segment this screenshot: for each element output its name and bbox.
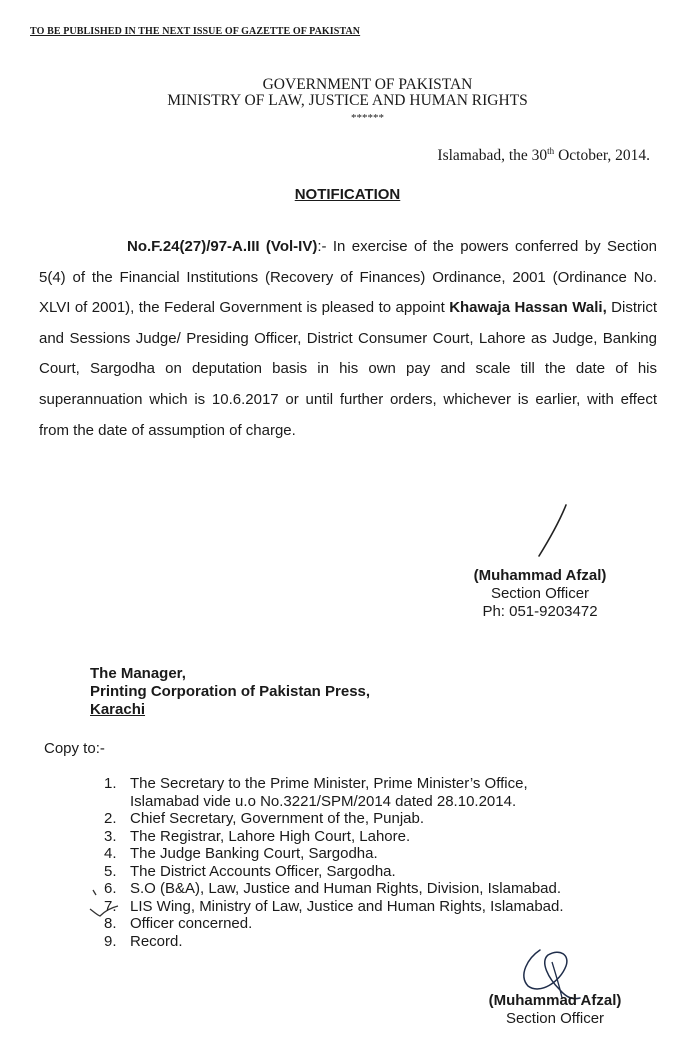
signature-block-1 (455, 567, 625, 621)
ministry-heading: MINISTRY OF LAW, JUSTICE AND HUMAN RIGHTS (167, 92, 528, 109)
copy-item-number: 7. (104, 897, 117, 915)
copy-list-item (104, 828, 664, 846)
copy-item-text (130, 880, 561, 898)
signatory-name: (Muhammad Afzal) (473, 567, 607, 584)
copy-to-label: Copy to:- (44, 740, 105, 757)
copy-list-item (104, 845, 664, 863)
copy-item-line-2: Islamabad vide u.o No.3221/SPM/2014 dated 28.10.2014. (130, 792, 517, 810)
heading-stars: ****** (351, 112, 384, 124)
notification-body (39, 232, 657, 446)
notification-date (437, 146, 650, 165)
copy-item-number: 6. (104, 880, 117, 897)
government-heading: GOVERNMENT OF PAKISTAN (262, 76, 473, 93)
copy-item-number: 1. (104, 775, 117, 792)
copy-item-line: Chief Secretary, Government of the, Punjab. (130, 810, 425, 827)
copy-item-text (130, 933, 183, 951)
copy-item-number: 9. (104, 932, 117, 950)
copy-item-line: LIS Wing, Ministry of Law, Justice and Human Rights, Islamabad. (130, 897, 564, 915)
reference-number: No.F.24(27)/97-A.III (Vol-IV) (127, 238, 318, 255)
copy-list-item (104, 775, 664, 810)
recipient-city: Karachi (90, 701, 146, 718)
copy-item-number: 5. (104, 862, 117, 880)
copy-item-line: The District Accounts Officer, Sargodha. (130, 862, 396, 880)
copy-item-text (130, 828, 410, 846)
signatory-designation: Section Officer (490, 585, 590, 602)
copy-list-item (104, 915, 664, 933)
copy-item-line: Officer concerned. (130, 915, 253, 932)
date-ordinal: th (547, 146, 555, 156)
date-prefix: Islamabad, the 30 (437, 147, 548, 165)
copy-list-item (104, 898, 664, 916)
recipient-line1: The Manager, (90, 665, 186, 682)
copy-list-item (104, 880, 664, 898)
date-suffix: October, 2014. (554, 147, 650, 165)
copy-item-number: 8. (104, 915, 117, 932)
copy-item-line: S.O (B&A), Law, Justice and Human Rights, Division, Islamabad. (130, 880, 562, 897)
copy-item-number: 3. (104, 827, 117, 845)
appointee-name: Khawaja Hassan Wali, (449, 299, 607, 317)
signatory-phone: Ph: 051-9203472 (482, 603, 598, 620)
copy-item-line: Record. (130, 932, 183, 950)
gazette-publication-note: TO BE PUBLISHED IN THE NEXT ISSUE OF GAZETTE OF PAKISTAN (30, 26, 361, 37)
copy-list (104, 775, 664, 950)
copy-list-item (104, 810, 664, 828)
signatory-designation-2: Section Officer (505, 1010, 605, 1027)
copy-item-line: The Secretary to the Prime Minister, Prime Minister’s Office, (130, 775, 528, 792)
signature-block-2 (470, 992, 640, 1028)
copy-item-text (130, 810, 424, 828)
recipient-address (90, 665, 370, 719)
copy-item-text (130, 775, 528, 810)
body-text-part1: :- In exercise of the powers conferred by Section 5(4) of the Financial Institutions (Recovery of Finances) Ordinance, 2001 (Ordinance No. XLVI of 2001), the Federal Government is pleased to appoint (39, 238, 658, 317)
copy-list-item (104, 863, 664, 881)
recipient-line2: Printing Corporation of Pakistan Press, (90, 683, 371, 700)
copy-item-text (130, 845, 378, 863)
copy-item-line: The Registrar, Lahore High Court, Lahore. (130, 827, 411, 845)
copy-item-text (130, 915, 252, 933)
copy-item-text (130, 898, 564, 916)
copy-list-item (104, 933, 664, 951)
copy-item-text (130, 863, 396, 881)
copy-item-number: 4. (104, 845, 117, 862)
body-text-part2: District and Sessions Judge/ Presiding Officer, District Consumer Court, Lahore as Judge, Banking Court, Sargodha on deputation basis in his own pay and scale till the date of his superannuation which is 10.6.2017 or until further orders, whichever is earlier, with effect from the date of assumption of charge. (39, 299, 657, 439)
signatory-name-2: (Muhammad Afzal) (488, 992, 622, 1009)
notification-title: NOTIFICATION (294, 186, 401, 203)
copy-item-line: The Judge Banking Court, Sargodha. (130, 845, 378, 862)
copy-item-number: 2. (104, 810, 117, 827)
